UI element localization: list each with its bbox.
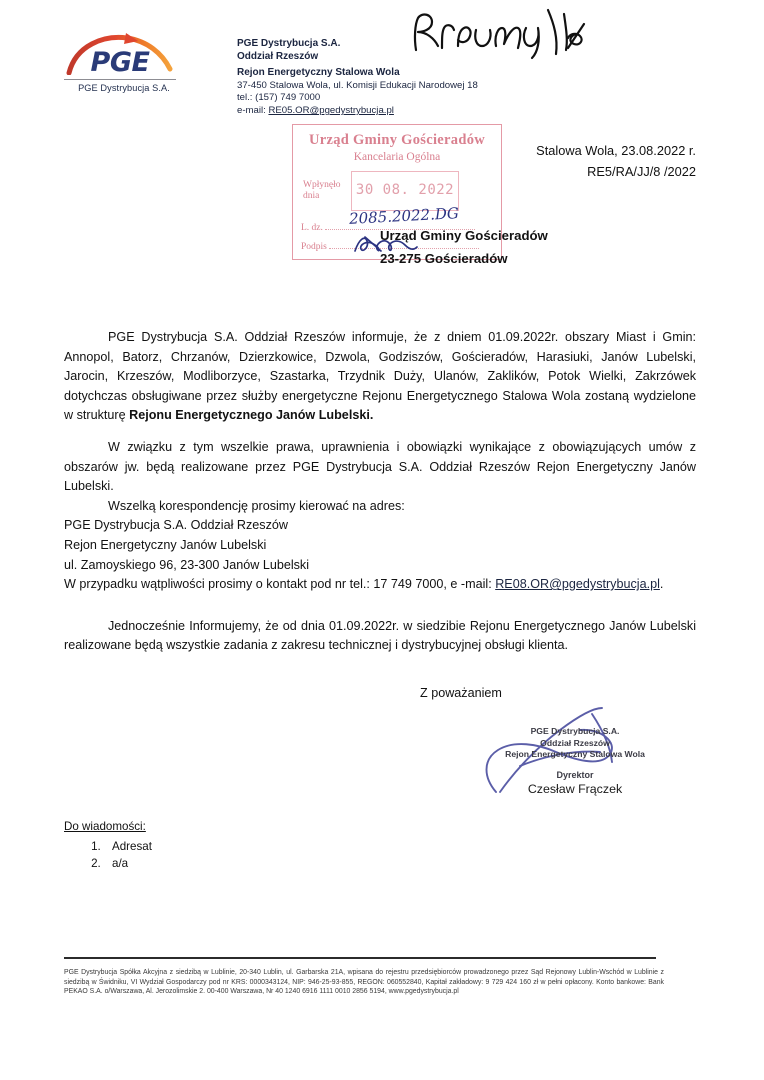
body-address-line-2: Rejon Energetyczny Janów Lubelski xyxy=(64,537,267,552)
stamp-date: 30 08. 2022 xyxy=(355,182,455,198)
cc-section xyxy=(64,818,152,872)
date-and-reference xyxy=(400,140,696,182)
body-p1-emphasis: Rejonu Energetycznego Janów Lubelski. xyxy=(129,408,374,423)
footer-legal-text: PGE Dystrybucja Spółka Akcyjna z siedzibą w Lublinie, 20-340 Lublin, ul. Garbarska 21A, wpisana do rejestru przedsiębiorców prowadzonego przez Sąd Rejonowy Lublin-Wschód w Lublinie z siedzibą w Świdniku, VI Wydział Gospodarczy pod nr KRS: 0000343124, NIP: 946-25-93-855, REGON: 060552840, Kapitał zakładowy: 9 729 424 160 zł w pełni opłacony. Konto bankowe: Bank PEKAO S.A. o/Warszawa, Al. Jerozolimskie 2. 00-400 Warszawa, Nr 40 1240 6916 1111 0010 2856 5194, www.pgedystrybucja.pl xyxy=(64,969,664,996)
stamp-ldz-handwritten-value: 2085.2022.DG xyxy=(348,204,460,228)
sender-street: 37-450 Stalowa Wola, ul. Komisji Edukacji Narodowej 18 xyxy=(237,79,478,91)
body-paragraph-2: W związku z tym wszelkie prawa, uprawnienia i obowiązki wynikające z obowiązujących umów z obszarów jw. będą realizowane przez PGE Dystrybucja S.A. Oddział Rzeszów Rejon Energetyczny Janów Lubelski. xyxy=(64,439,696,494)
cc-list-item: 2. a/a xyxy=(104,855,152,872)
stamp-received-label xyxy=(303,180,340,202)
pge-logo xyxy=(64,33,184,93)
stamp-received-line1: Wpłynęło xyxy=(303,180,341,190)
sender-company: PGE Dystrybucja S.A. xyxy=(237,38,341,49)
sender-phone: tel.: (157) 749 7000 xyxy=(237,92,321,104)
body-paragraph-4: Jednocześnie Informujemy, że od dnia 01.09.2022r. w siedzibie Rejonu Energetycznego Janów Lubelski realizowane będą wszystkie zadania z zakresu technicznej i dystrybucyjnej obsługi klienta. xyxy=(64,618,696,653)
stamp-signature-label: Podpis xyxy=(301,242,330,252)
signatory-role: Dyrektor xyxy=(556,770,594,780)
sender-email-row xyxy=(237,105,478,118)
cc-list xyxy=(64,838,152,872)
body-p1-text: PGE Dystrybucja S.A. Oddział Rzeszów informuje, że z dniem 01.09.2022r. obszary Miast i Gmin: Annopol, Batorz, Chrzanów, Dzierzkowice, Dzwola, Godziszów, Gościeradów, Harasiuki, Janów Lubelski, Jarocin, Krzeszów, Modliborzyce, Szastarka, Trzydnik Duży, Ulanów, Zaklików, Potok Wielki, Zakrzówek dotychczas obsługiwane przez służby energetyczne Rejonu Energetycznego Stalowa Wola zostaną wydzielone w strukturę xyxy=(64,330,696,423)
logo-arc-icon xyxy=(64,33,176,78)
body-contact-period: . xyxy=(659,577,664,592)
footer-divider xyxy=(64,957,656,959)
cc-list-item: 1. Adresat xyxy=(104,838,152,855)
body-contact-text: W przypadku wątpliwości prosimy o kontakt pod nr tel.: 17 749 7000, e -mail: xyxy=(64,577,496,592)
stamp-received-line2: dnia xyxy=(303,191,320,201)
logo-divider xyxy=(64,79,176,80)
signature-stamp-text xyxy=(480,726,670,761)
body-paragraph-1 xyxy=(64,328,696,426)
body-contact-email-link[interactable]: RE08.OR@pgedystrybucja.pl xyxy=(495,577,660,592)
closing-salutation: Z poważaniem xyxy=(420,686,502,700)
letter-body xyxy=(64,328,696,656)
handwritten-annotation-icon xyxy=(408,4,628,62)
signature-stamp-line2: Oddział Rzeszów xyxy=(540,737,610,748)
letterhead xyxy=(0,0,764,130)
body-contact-line xyxy=(64,575,696,595)
logo-wordmark: PGE xyxy=(90,47,150,78)
place-and-date: Stalowa Wola, 23.08.2022 r. xyxy=(536,143,696,158)
logo-caption: PGE Dystrybucja S.A. xyxy=(78,83,170,93)
body-paragraph-3: Wszelką korespondencję prosimy kierować na adres: xyxy=(108,498,405,513)
sender-region: Rejon Energetyczny Stalowa Wola xyxy=(237,67,400,79)
body-address-line-3: ul. Zamoyskiego 96, 23-300 Janów Lubelski xyxy=(64,557,310,572)
stamp-office-name: Urząd Gminy Gościeradów xyxy=(308,132,486,148)
addressee-city: 23-275 Gościeradów xyxy=(380,251,508,266)
reference-number: RE5/RA/JJ/8 /2022 xyxy=(587,164,696,179)
body-address-line-1: PGE Dystrybucja S.A. Oddział Rzeszów xyxy=(64,518,288,533)
signature-block xyxy=(460,700,710,800)
sender-email-label: e-mail: xyxy=(237,104,269,116)
signatory-name: Czesław Frączek xyxy=(527,782,623,796)
stamp-ldz-label: L. dz. xyxy=(301,223,326,233)
signature-stamp-line1: PGE Dystrybucja S.A. xyxy=(530,726,620,736)
sender-email-link[interactable]: RE05.OR@pgedystrybucja.pl xyxy=(268,104,394,116)
stamp-department: Kancelaria Ogólna xyxy=(353,151,441,163)
addressee-name: Urząd Gminy Gościeradów xyxy=(380,228,548,243)
signature-stamp-line3: Rejon Energetyczny Stalowa Wola xyxy=(505,749,645,759)
cc-title: Do wiadomości: xyxy=(64,820,146,833)
addressee-block xyxy=(380,224,696,270)
sender-branch: Oddział Rzeszów xyxy=(237,50,319,62)
